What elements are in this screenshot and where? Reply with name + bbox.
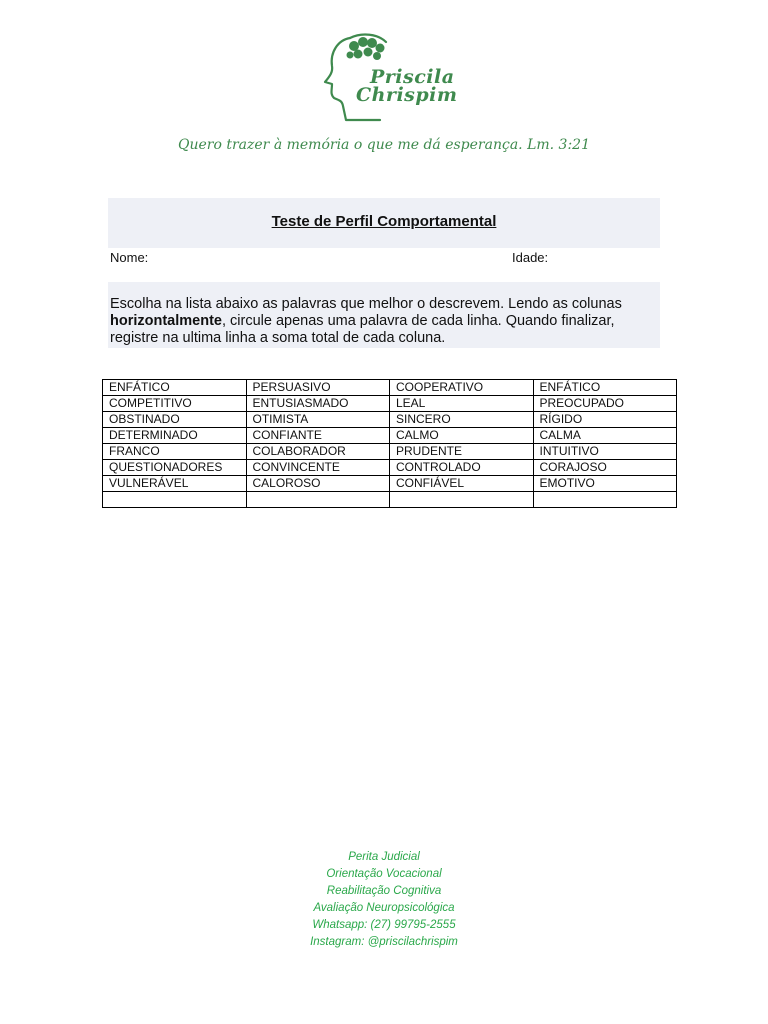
table-cell[interactable]: CONFIANTE: [246, 428, 390, 444]
table-cell[interactable]: INTUITIVO: [533, 444, 677, 460]
table-row: [103, 412, 677, 428]
age-label: Idade:: [512, 250, 549, 265]
table-row: [103, 476, 677, 492]
table-cell[interactable]: CALMA: [533, 428, 677, 444]
word-table: [102, 379, 677, 508]
footer-line: Avaliação Neuropsicológica: [313, 902, 455, 914]
instructions-text: [110, 296, 656, 347]
table-cell[interactable]: SINCERO: [390, 412, 534, 428]
total-cell[interactable]: [390, 492, 534, 508]
instructions-part-2: , circule apenas uma palavra de cada linha. Quando finalizar, registre na ultima linha a soma total de cada coluna.: [110, 313, 615, 346]
table-cell[interactable]: CONTROLADO: [390, 460, 534, 476]
name-label: Nome:: [110, 250, 149, 265]
footer-line: Reabilitação Cognitiva: [326, 885, 442, 897]
title-box: [108, 198, 660, 248]
table-cell[interactable]: ENTUSIASMADO: [246, 396, 390, 412]
footer-line: Whatsapp: (27) 99795-2555: [312, 919, 456, 931]
table-cell[interactable]: OBSTINADO: [103, 412, 247, 428]
motto-text: Quero trazer à memória o que me dá esperança. Lm. 3:21: [178, 137, 590, 153]
table-cell[interactable]: ENFÁTICO: [533, 380, 677, 396]
table-cell[interactable]: COOPERATIVO: [390, 380, 534, 396]
table-cell[interactable]: CORAJOSO: [533, 460, 677, 476]
total-cell[interactable]: [246, 492, 390, 508]
instructions-part-1: Escolha na lista abaixo as palavras que melhor o descrevem. Lendo as colunas: [110, 296, 622, 312]
page-title: Teste de Perfil Comportamental: [271, 213, 497, 230]
table-row: [103, 396, 677, 412]
footer-line: Instagram: @priscilachrispim: [310, 936, 458, 948]
table-cell[interactable]: OTIMISTA: [246, 412, 390, 428]
table-cell[interactable]: COMPETITIVO: [103, 396, 247, 412]
table-total-row: [103, 492, 677, 508]
instructions-bold: horizontalmente: [110, 313, 222, 329]
table-cell[interactable]: ENFÁTICO: [103, 380, 247, 396]
table-row: [103, 428, 677, 444]
table-cell[interactable]: RÍGIDO: [533, 412, 677, 428]
footer-line: Orientação Vocacional: [326, 868, 442, 880]
table-row: [103, 444, 677, 460]
footer: [0, 849, 768, 951]
table-cell[interactable]: CONVINCENTE: [246, 460, 390, 476]
logo-name-first: Priscila: [370, 66, 455, 88]
table-cell[interactable]: PREOCUPADO: [533, 396, 677, 412]
table-cell[interactable]: PERSUASIVO: [246, 380, 390, 396]
table-cell[interactable]: FRANCO: [103, 444, 247, 460]
total-cell[interactable]: [103, 492, 247, 508]
table-cell[interactable]: EMOTIVO: [533, 476, 677, 492]
instructions-box: [108, 282, 660, 348]
table-cell[interactable]: QUESTIONADORES: [103, 460, 247, 476]
table-cell[interactable]: VULNERÁVEL: [103, 476, 247, 492]
table-cell[interactable]: DETERMINADO: [103, 428, 247, 444]
table-row: [103, 380, 677, 396]
table-cell[interactable]: LEAL: [390, 396, 534, 412]
table-row: [103, 460, 677, 476]
footer-line: Perita Judicial: [348, 851, 420, 863]
table-cell[interactable]: CALOROSO: [246, 476, 390, 492]
table-cell[interactable]: CALMO: [390, 428, 534, 444]
logo-name-last: Chrispim: [356, 84, 458, 106]
table-cell[interactable]: CONFIÁVEL: [390, 476, 534, 492]
table-cell[interactable]: COLABORADOR: [246, 444, 390, 460]
total-cell[interactable]: [533, 492, 677, 508]
table-cell[interactable]: PRUDENTE: [390, 444, 534, 460]
